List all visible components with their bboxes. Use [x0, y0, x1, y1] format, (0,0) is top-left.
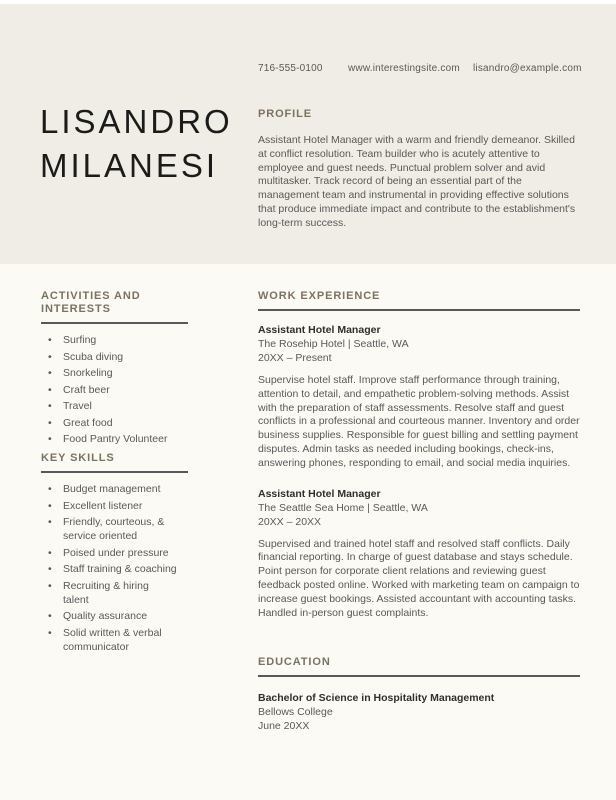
candidate-last-name: MILANESI: [40, 147, 219, 184]
job-entry: [258, 323, 580, 471]
education-section: [258, 656, 580, 733]
work-experience-divider: [258, 309, 580, 311]
activities-section: [41, 290, 196, 449]
list-item: • Budget management: [48, 482, 177, 496]
job-description: Supervise hotel staff. Improve staff performance through training, attention to detail, and empathetic problem-solving methods. Assist with the preparation of staff assessments. Resolve staff and guest conflicts in a professional and courteous manner. Inventory and order business supplies. Responsible for guest billing and settling payment disputes. Admin tasks as needed including bookings, check-ins, answering phones, responding to email, and social media inquiries.: [258, 374, 580, 469]
list-item: • Food Pantry Volunteer: [48, 432, 177, 446]
key-skills-section: [41, 452, 196, 656]
list-item: • Quality assurance: [48, 609, 177, 623]
key-skills-heading: KEY SKILLS: [41, 452, 115, 464]
activities-list: [41, 333, 196, 446]
school-name: Bellows College: [258, 706, 333, 718]
list-item: • Solid written & verbal communicator: [48, 626, 177, 654]
activities-heading: ACTIVITIES AND INTERESTS: [41, 290, 141, 315]
education-divider: [258, 675, 580, 677]
contact-row: [258, 63, 588, 74]
job-entry: [258, 487, 580, 621]
list-item: • Great food: [48, 416, 177, 430]
phone-number: 716-555-0100: [258, 63, 323, 74]
list-item: • Staff training & coaching: [48, 562, 177, 576]
profile-heading: PROFILE: [258, 108, 312, 120]
list-item: • Recruiting & hiring talent: [48, 579, 177, 607]
list-item: • Travel: [48, 399, 177, 413]
list-item: • Excellent listener: [48, 499, 177, 513]
job-company-location: The Seattle Sea Home | Seattle, WA: [258, 501, 428, 514]
email-address: lisandro@example.com: [473, 63, 582, 74]
job-company-location: The Rosehip Hotel | Seattle, WA: [258, 338, 409, 350]
job-dates: 20XX – 20XX: [258, 515, 322, 528]
activities-divider: [41, 322, 188, 324]
key-skills-divider: [41, 471, 188, 473]
job-title: Assistant Hotel Manager: [258, 324, 381, 336]
work-experience-heading: WORK EXPERIENCE: [258, 290, 381, 302]
list-item: • Friendly, courteous, & service oriented: [48, 515, 177, 543]
profile-text: Assistant Hotel Manager with a warm and friendly demeanor. Skilled at conflict resolution. Team builder who is acutely attentive to employee and guest needs. Punctual problem solver and avid multitasker. Track record of being an essential part of the management team and instrumental in providing effective solutions that produce immediate impact and contribute to the establishment's long-term success.: [258, 134, 576, 229]
website-url: www.interestingsite.com: [348, 63, 460, 74]
key-skills-list: [41, 482, 196, 654]
job-title: Assistant Hotel Manager: [258, 487, 381, 500]
list-item: • Scuba diving: [48, 350, 177, 364]
job-description: Supervised and trained hotel staff and resolved staff conflicts. Daily financial reporting. In charge of guest database and stays schedule. Point person for corporate client relations and reviewing guest feedback posted online. Worked with marketing team on campaign to increase guest bookings. Assisted accountant with accounting tasks. Handled in-person guest complaints.: [258, 537, 580, 619]
list-item: • Craft beer: [48, 383, 177, 397]
candidate-name: [40, 100, 233, 188]
graduation-date: June 20XX: [258, 720, 310, 732]
list-item: • Snorkeling: [48, 366, 177, 380]
job-dates: 20XX – Present: [258, 352, 332, 364]
degree-title: Bachelor of Science in Hospitality Management: [258, 692, 495, 704]
profile-section: [258, 108, 580, 231]
education-heading: EDUCATION: [258, 656, 331, 668]
work-experience-section: [258, 290, 580, 636]
list-item: • Poised under pressure: [48, 546, 177, 560]
list-item: • Surfing: [48, 333, 177, 347]
candidate-first-name: LISANDRO: [40, 103, 233, 140]
